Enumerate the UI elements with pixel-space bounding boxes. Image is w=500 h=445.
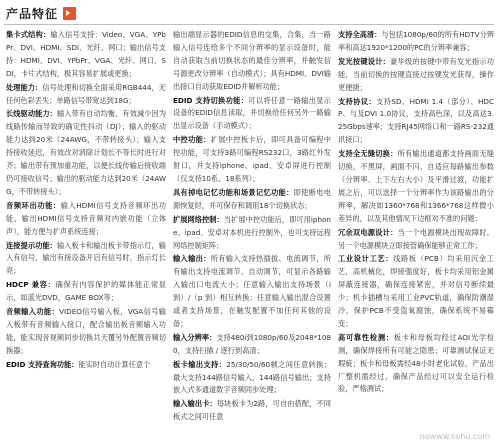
feature-label: 处理能力： xyxy=(6,82,43,92)
feature-text: 扩展中控板卡后，即可具备可编程中控功能，可支持3路可编程RS232口，3路红外发射口，并支持iphone、ipad、安卓屏进行控制（仅支持10系、18系列）； xyxy=(173,135,331,183)
feature-paragraph xyxy=(173,253,331,330)
feature-label: 工业设计工艺： xyxy=(338,254,394,264)
section-header xyxy=(6,4,76,22)
feature-paragraph xyxy=(338,253,494,330)
feature-label: 音频输入功能： xyxy=(6,307,60,317)
feature-text: 信号处理和切换全面采用RGB444，无任何色彩丢失；单路信号带宽达到18G； xyxy=(6,82,166,105)
feature-label: 冗余双电源设计： xyxy=(338,227,398,237)
feature-text: 输入带有自动均衡，有效减少因为线路传输而导致的确定性抖动（DJ）；输入的驱动能力达到20米（24AWG，不带转接头）；输入支持接收延迟，有效改对消除计划长不等长时进行对齐；输出带有预加重功能，以便长线传输后接收端仍可接收信号；输出的驱动能力达到20米（24AWG，不带转接头）； xyxy=(6,109,166,196)
feature-paragraph xyxy=(173,29,331,94)
feature-label: 支持全无缝切换： xyxy=(338,149,398,159)
feature-paragraph xyxy=(338,227,494,253)
feature-column-3 xyxy=(338,29,494,397)
feature-text: 输出端显示器的EDID信息的交集，合集，当一路输入信号连给多个不同分辨率的显示设备时，能自动获取当前切换状态的最佳分辨率，并触发信号源更改分辨率（自动模式）；具有HDMI、DVI输出接口自动获取EDID并解析功能； xyxy=(173,30,331,91)
feature-paragraph xyxy=(173,134,331,186)
feature-label: 具有掉电记忆功能和场景记忆功能： xyxy=(173,187,294,197)
feature-paragraph xyxy=(173,332,331,358)
feature-text: 即使断电电源恢复时，并可保存和调用18个切换状态； xyxy=(173,187,331,210)
feature-label: EDID 支持切换功能： xyxy=(173,95,249,105)
feature-text: 能实时自动计算任意个 xyxy=(78,359,151,369)
arrow-right-icon xyxy=(63,7,76,20)
feature-text: 所有输出通道都支持画面无缝切换，不黑屏，画面不闪，自适应每路输出参数（分辨率、上下左右大小）及平滑过渡，功能扩展之后，可以选择一个分辨率作为该路输出的分辨率，解决如1360*768和1366*768这样微小差异的，以及其他情况下边框对不准的问题； xyxy=(338,149,494,223)
feature-label: 板卡输出支持： xyxy=(173,359,227,369)
feature-label: 音频环出功能： xyxy=(6,200,61,210)
feature-text: 板卡和母板均经过AOI光学检测，确保焊接所有可能之隐患；可靠测试保证无瑕疵；板卡和母板需经48小时老化试验，产品出厂整机需经过，确保产品经过可以安全运行检验，严格测试； xyxy=(338,332,494,394)
feature-text: 所有输入支持热插拔、电流调节，所有输出支持电流调节、自动调节，可显示各路输入输出口电流大小；任意输入输出支持场景（i 到）/（p 到）相互转换；任意输入输出混合设置或者支持场景，在触发配置不加任何其他的设备； xyxy=(173,254,331,328)
feature-paragraph xyxy=(173,214,331,253)
feature-text: 输入信号支持：Video、VGA、YPbPr、DVI、HDMI、SDI、光纤、网口；输出信号支持：HDMI、DVI、YPbPr、VGA、光纤、网口、SDI，卡片式结构，极其容易扩展或更换； xyxy=(6,30,166,78)
feature-text: 豪华级的按键中带有发光指示功能，当前切换的按键直接过按键发光获得，操作更便捷； xyxy=(338,56,494,92)
feature-paragraph xyxy=(6,279,166,305)
feature-paragraph xyxy=(173,95,331,134)
feature-label: 输入输出： xyxy=(173,254,211,264)
feature-paragraph xyxy=(6,29,166,81)
feature-label: HDCP 兼容： xyxy=(6,280,56,290)
feature-text: 支持SD、HDMI 1.4（部分）、HDCP、与及DVI 1.0协议，支持高色深，以及高达3.25Gbps速率；支持RJ45网络口和一路RS-232通讯接口； xyxy=(338,96,494,145)
feature-paragraph xyxy=(6,82,166,108)
feature-text: 输入板卡和输出板卡带指示灯，输入有信号，输出有接设备开启有信号时，指示灯长亮； xyxy=(6,240,166,276)
feature-label: 支持全高清： xyxy=(338,30,382,39)
feature-label: 高可靠性检测： xyxy=(338,332,394,342)
feature-text: 当扩展中控功能后，即可用iphone、ipad、安卓对本机进行控制外，也可支持远程网络控制矩阵； xyxy=(173,214,331,250)
feature-label: 集卡式结构： xyxy=(6,30,51,39)
feature-label: EDID 支持查询功能： xyxy=(6,359,79,369)
feature-text: 支持480i到1080p/60及2048*1080，支持扫描 / 逐行到高清； xyxy=(173,332,331,355)
feature-paragraph xyxy=(6,240,166,279)
section-title: 产品特征 xyxy=(6,6,59,21)
feature-text: 当一个电源模块出现故障时，另一个电源模块立即接管确保能够正常工作； xyxy=(338,227,494,250)
feature-paragraph xyxy=(173,187,331,213)
feature-text: 确保有内容保护的媒体能正常显示，如蓝光DVD，GAME BOX等； xyxy=(6,280,166,303)
feature-text: 输入HDMI信号支持音频环出功能，输出HDMI信号支持音频对内嵌功能（立体声），能方便与扩声系统连接； xyxy=(6,200,166,236)
feature-paragraph xyxy=(338,332,494,397)
feature-label: 发光按键设计： xyxy=(338,56,391,66)
feature-text: 线路板（PCB）均采用沉金工艺，高机械化，焊接强度好，板卡均采用铝金属屏蔽连接器，确保连接紧密，并对信号断续最少；机卡插槽与采用工业PVC轨道，确保防潮湿冷，保护PCB不受盗氧腐蚀，确保系统不易霉变； xyxy=(338,254,494,328)
feature-text: 每块板卡为2路，可自由搭配，不同板式之间可任意 xyxy=(173,399,331,422)
feature-paragraph xyxy=(338,96,494,148)
feature-label: 中控功能： xyxy=(173,135,211,145)
feature-label: 扩展网络控制： xyxy=(173,214,224,224)
feature-label: 支持协议： xyxy=(338,96,377,106)
feature-paragraph xyxy=(6,108,166,198)
feature-column-2 xyxy=(173,29,331,425)
feature-paragraph xyxy=(173,359,331,398)
feature-label: 输入分辨率： xyxy=(173,332,217,342)
feature-paragraph xyxy=(338,56,494,95)
feature-column-1 xyxy=(6,29,166,373)
feature-paragraph xyxy=(338,29,494,55)
feature-paragraph xyxy=(173,398,331,424)
watermark: nowww.sohu.com xyxy=(419,432,490,441)
feature-paragraph xyxy=(6,306,166,358)
feature-text: 25/30/50/60帧之间任意转换；最大支持144路信号输入，144路信号输出；支持嵌入式多通道数字音频同步处理； xyxy=(173,359,331,395)
feature-paragraph xyxy=(338,148,494,225)
feature-paragraph xyxy=(6,200,166,239)
feature-text: 与包括1080p/60的所有HDTV分辨率和高达1920*1200的PC的分辨率兼容； xyxy=(338,30,494,52)
header-divider xyxy=(4,24,494,25)
feature-paragraph xyxy=(6,359,166,372)
feature-label: 输入输出卡： xyxy=(173,399,217,409)
feature-text: 可以将任意一路输出显示设备的EDID信息读取，并切换给任何另外一路输出显示设备（手动模式）； xyxy=(173,95,331,131)
feature-label: 连接提示功能： xyxy=(6,240,57,250)
feature-label: 长线驱动能力： xyxy=(6,109,57,119)
feature-text: VIDEO信号输入板，VGA信号输入板带有音频输入接口，配合输出板音频输入功能，能实现音视频同步切换共天覆另外配置音频切换器； xyxy=(6,307,166,355)
